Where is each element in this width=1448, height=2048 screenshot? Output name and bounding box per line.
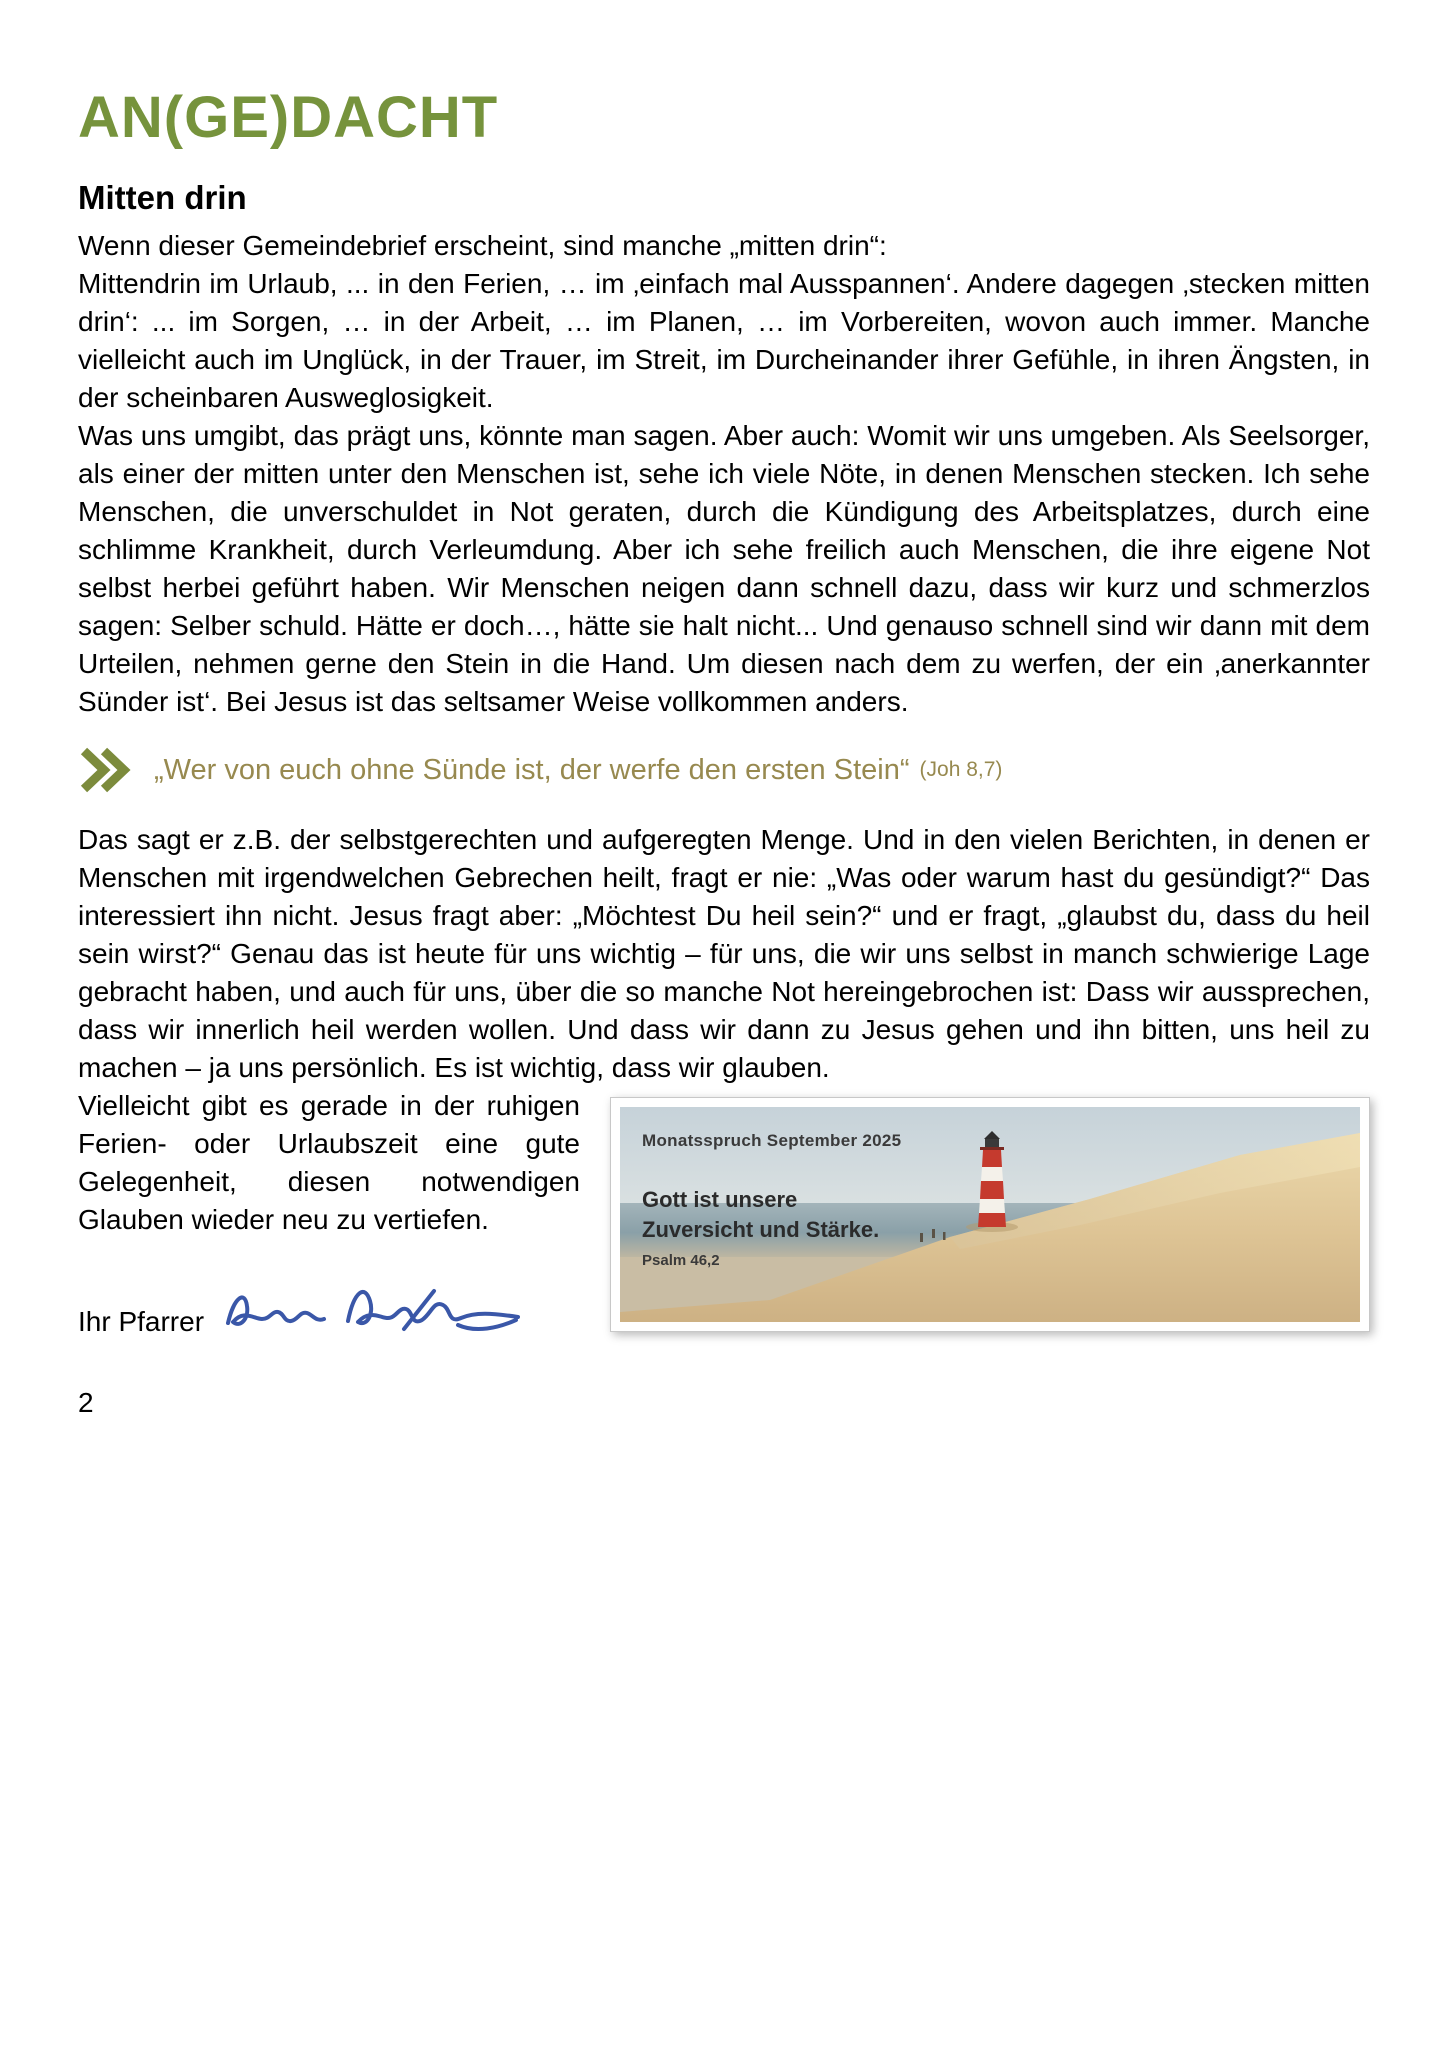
signature-row [78, 1265, 580, 1351]
signature-label: Ihr Pfarrer [78, 1306, 205, 1337]
scripture-quote [80, 747, 1370, 793]
quote-text: „Wer von euch ohne Sünde ist, der werfe den ersten Stein“ [154, 753, 910, 786]
verse-line-1: Gott ist unsere [642, 1187, 798, 1212]
monatsspruch-image-card [610, 1097, 1370, 1332]
psalm-reference: Psalm 46,2 [642, 1252, 720, 1269]
paragraph: Mittendrin im Urlaub, ... in den Ferien, … im ‚einfach mal Ausspannen‘. Andere dagegen ‚stecken mitten drin‘: ... im Sorgen, … in der Arbeit, … im Planen, … im Vorbereiten, wovon auch immer. Manche vielleicht auch im Unglück, in der Trauer, im Streit, im Durcheinander ihrer Gefühle, in ihren Ängsten, in der scheinbaren Ausweglosigkeit. [78, 268, 1370, 413]
paragraph: Das sagt er z.B. der selbstgerechten und aufgeregten Menge. Und in den vielen Berichten, in denen er Menschen mit irgendwelchen Gebrechen heilt, fragt er nie: „Was oder warum hast du gesündigt?“ Das interessiert ihn nicht. Jesus fragt aber: „Möchtest Du heil sein?“ und er fragt, „glaubst du, dass du heil sein wirst?“ Genau das ist heute für uns wichtig – für uns, die wir uns selbst in manch schwierige Lage gebracht haben, und auch für uns, über die so manche Not hereingebrochen ist: Dass wir aussprechen, dass wir innerlich heil werden wollen. Und dass wir dann zu Jesus gehen und ihn bitten, uns heil zu machen – ja uns persönlich. Es ist wichtig, dass wir glauben. [78, 824, 1370, 1083]
closing-section [78, 1087, 1370, 1351]
article-heading: Mitten drin [78, 179, 247, 216]
paragraph-intro: Wenn dieser Gemeindebrief erscheint, sind manche „mitten drin“: [78, 230, 887, 261]
monatsspruch-caption [642, 1131, 901, 1269]
pfarrer-signature-handwriting [218, 1267, 528, 1351]
verse-line-2: Zuversicht und Stärke. [642, 1217, 880, 1242]
monatsspruch-header: Monatsspruch September 2025 [642, 1131, 902, 1150]
quote-reference: (Joh 8,7) [919, 758, 1003, 781]
paragraph: Was uns umgibt, das prägt uns, könnte man sagen. Aber auch: Womit wir uns umgeben. Als Seelsorger, als einer der mitten unter den Menschen ist, sehe ich viele Nöte, in denen Menschen stecken. Ich sehe Menschen, die unverschuldet in Not geraten, durch die Kündigung des Arbeitsplatzes, durch eine schlimme Krankheit, durch Verleumdung. Aber ich sehe freilich auch Menschen, die ihre eigene Not selbst herbei geführt haben. Wir Menschen neigen dann schnell dazu, dass wir kurz und schmerzlos sagen: Selber schuld. Hätte er doch…, hätte sie halt nicht... Und genauso schnell sind wir dann mit dem Urteilen, nehmen gerne den Stein in die Hand. Um diesen nach dem zu werfen, der ein ‚anerkannter Sünder ist‘. Bei Jesus ist das seltsamer Weise vollkommen anders. [78, 420, 1370, 717]
double-chevron-icon [80, 747, 132, 793]
beach-lighthouse-photo [620, 1107, 1360, 1322]
page-number: 2 [78, 1387, 94, 1418]
page-title: AN(GE)DACHT [78, 85, 499, 150]
paragraph: Vielleicht gibt es gerade in der ruhigen Ferien- oder Urlaubszeit eine gute Gelegenheit, diesen notwendigen Glauben wieder neu zu vertiefen. [78, 1090, 580, 1235]
